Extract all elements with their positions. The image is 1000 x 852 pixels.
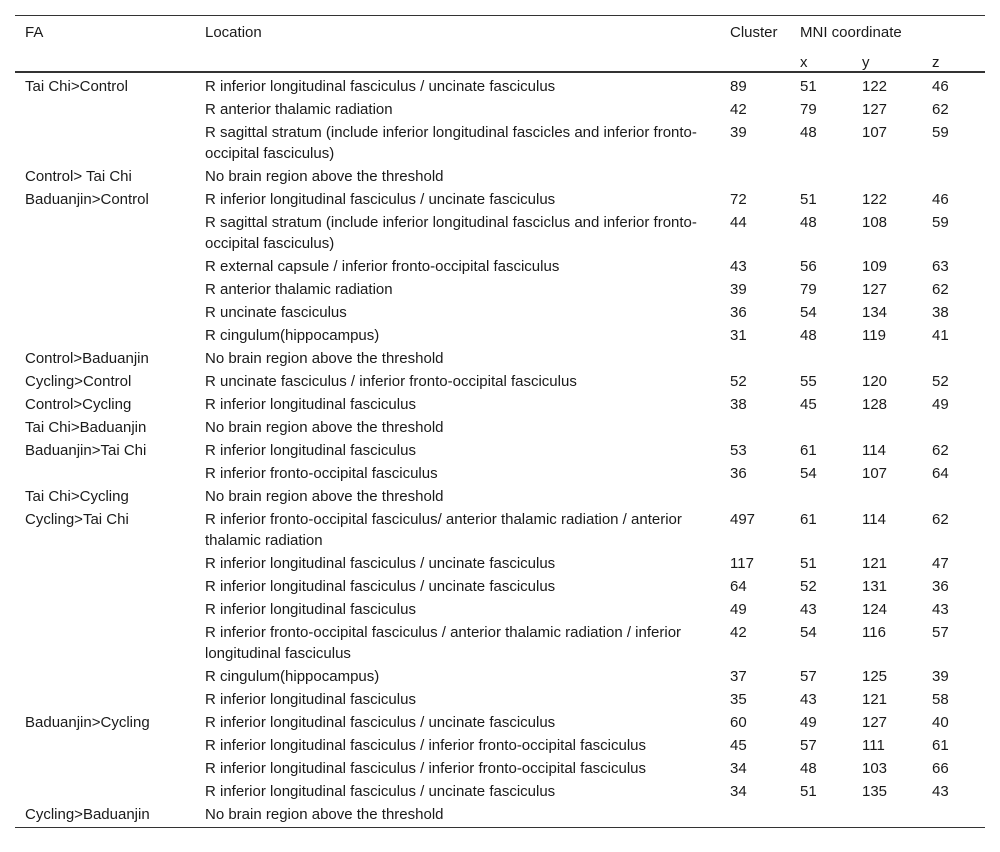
cell-z: 47 [932, 555, 949, 572]
cell-y: 116 [862, 624, 886, 641]
table-row [15, 393, 985, 416]
cell-x: 56 [800, 258, 817, 275]
cell-x [790, 485, 852, 508]
cell-z: 59 [932, 124, 949, 141]
table-header [15, 16, 985, 73]
cell-y: 131 [862, 578, 888, 595]
cell-z: 49 [932, 396, 949, 413]
cell-cluster: 43 [730, 258, 747, 275]
cell-location: R inferior longitudinal fasciculus / uncinate fasciculus [205, 78, 556, 95]
cell-fa [15, 688, 195, 711]
cell-cluster: 34 [730, 783, 747, 800]
cell-x [790, 347, 852, 370]
cell-y: 135 [862, 783, 888, 800]
table-row [15, 211, 985, 255]
table-row [15, 757, 985, 780]
table-row [15, 575, 985, 598]
cell-cluster: 89 [730, 78, 747, 95]
cell-fa: Baduanjin>Tai Chi [25, 442, 147, 459]
cell-location: R inferior longitudinal fasciculus [205, 601, 416, 618]
cell-location: R inferior longitudinal fasciculus [205, 442, 416, 459]
cell-fa: Cycling>Baduanjin [15, 803, 195, 828]
table-row [15, 598, 985, 621]
cell-fa: Baduanjin>Cycling [25, 714, 150, 731]
table-row [15, 98, 985, 121]
cell-z: 39 [932, 668, 949, 685]
cell-y: 103 [862, 760, 888, 777]
cell-fa [15, 324, 195, 347]
cell-y: 128 [862, 396, 888, 413]
cell-y: 121 [862, 555, 888, 572]
cell-z: 40 [932, 714, 949, 731]
cell-cluster: 31 [730, 327, 747, 344]
header-blank [15, 48, 195, 72]
cell-x: 57 [800, 668, 817, 685]
cell-location: R cingulum(hippocampus) [205, 668, 380, 685]
table-row [15, 347, 985, 370]
cell-fa: Cycling>Tai Chi [25, 511, 129, 528]
table-row [15, 485, 985, 508]
cell-z: 59 [932, 214, 949, 231]
cell-y: 111 [862, 737, 885, 754]
cell-fa: Control>Baduanjin [25, 350, 149, 367]
cell-z: 36 [932, 578, 949, 595]
table-row [15, 688, 985, 711]
cell-location: No brain region above the threshold [195, 803, 720, 828]
cell-y: 134 [862, 304, 888, 321]
cell-y [852, 165, 922, 188]
table-row [15, 255, 985, 278]
cell-cluster: 72 [730, 191, 747, 208]
cell-y: 121 [862, 691, 888, 708]
cell-z: 46 [932, 78, 949, 95]
cell-x: 61 [800, 511, 817, 528]
cell-location: R anterior thalamic radiation [205, 101, 393, 118]
cell-location: R uncinate fasciculus [205, 304, 347, 321]
table-row [15, 734, 985, 757]
cell-cluster: 39 [730, 281, 747, 298]
cell-x: 51 [800, 78, 817, 95]
header-row-1 [15, 16, 985, 49]
cell-fa: Tai Chi>Cycling [25, 488, 129, 505]
table-row [15, 188, 985, 211]
header-row-2 [15, 48, 985, 72]
header-blank [720, 48, 790, 72]
header-mni-coordinate: MNI coordinate [790, 16, 985, 49]
cell-location: R inferior longitudinal fasciculus / uncinate fasciculus [205, 555, 556, 572]
cell-y: 122 [862, 191, 888, 208]
cell-z [922, 416, 985, 439]
table-row [15, 121, 985, 165]
cell-x: 54 [800, 624, 817, 641]
cell-y: 120 [862, 373, 888, 390]
cell-z [922, 347, 985, 370]
cell-location: R sagittal stratum (include inferior longitudinal fascicles and inferior fronto-occipital fasciculus) [205, 124, 697, 162]
cell-cluster: 60 [730, 714, 747, 731]
cell-fa: Control> Tai Chi [25, 168, 132, 185]
cell-cluster: 44 [730, 214, 747, 231]
cell-x: 55 [800, 373, 817, 390]
table-row [15, 508, 985, 552]
table-body [15, 72, 985, 828]
cell-location: R anterior thalamic radiation [205, 281, 393, 298]
cell-location: R inferior fronto-occipital fasciculus / anterior thalamic radiation / inferior longitudinal fasciculus [205, 624, 682, 662]
table-row [15, 711, 985, 734]
table-row [15, 552, 985, 575]
cell-location: R inferior fronto-occipital fasciculus [205, 465, 438, 482]
cell-fa [15, 121, 195, 165]
cell-cluster [720, 416, 790, 439]
cell-fa: Baduanjin>Control [25, 191, 149, 208]
cell-cluster: 37 [730, 668, 747, 685]
cell-location: No brain region above the threshold [205, 419, 444, 436]
cell-y: 109 [862, 258, 888, 275]
cell-fa: Control>Cycling [25, 396, 132, 413]
cell-z: 57 [932, 624, 949, 641]
header-y: y [852, 48, 922, 72]
cell-x [790, 416, 852, 439]
cell-cluster [720, 485, 790, 508]
cell-y [852, 416, 922, 439]
cell-cluster: 38 [730, 396, 747, 413]
cell-z: 43 [932, 601, 949, 618]
cell-y: 114 [862, 511, 886, 528]
header-fa: FA [15, 16, 195, 49]
cell-z [922, 165, 985, 188]
header-x: x [790, 48, 852, 72]
table-row [15, 301, 985, 324]
cell-z: 66 [932, 760, 949, 777]
cell-cluster: 52 [730, 373, 747, 390]
cell-x: 48 [800, 124, 817, 141]
cell-fa: Tai Chi>Baduanjin [25, 419, 147, 436]
cell-y: 107 [862, 465, 888, 482]
cell-x: 51 [800, 191, 817, 208]
cell-location: No brain region above the threshold [205, 168, 444, 185]
cell-fa [15, 278, 195, 301]
cell-z: 62 [932, 511, 949, 528]
cell-cluster [720, 347, 790, 370]
header-location: Location [195, 16, 720, 49]
cell-location: R inferior longitudinal fasciculus [205, 691, 416, 708]
cell-location: No brain region above the threshold [205, 488, 444, 505]
cell-y: 114 [862, 442, 886, 459]
cell-cluster: 36 [730, 304, 747, 321]
cell-fa [15, 211, 195, 255]
cell-x: 54 [800, 304, 817, 321]
cell-x [790, 803, 852, 828]
results-table [15, 15, 985, 828]
table-row [15, 462, 985, 485]
cell-y: 107 [862, 124, 888, 141]
cell-x: 51 [800, 555, 817, 572]
cell-location: R inferior longitudinal fasciculus / uncinate fasciculus [205, 578, 556, 595]
cell-fa [15, 98, 195, 121]
cell-fa [15, 621, 195, 665]
cell-x: 48 [800, 327, 817, 344]
cell-y: 127 [862, 281, 888, 298]
table-row [15, 72, 985, 98]
cell-z: 52 [932, 373, 949, 390]
cell-y [852, 803, 922, 828]
cell-z: 43 [932, 783, 949, 800]
cell-location: R cingulum(hippocampus) [205, 327, 380, 344]
cell-cluster: 42 [730, 624, 747, 641]
cell-location: R inferior longitudinal fasciculus [205, 396, 416, 413]
cell-cluster: 39 [730, 124, 747, 141]
cell-cluster [720, 803, 790, 828]
cell-x: 52 [800, 578, 817, 595]
cell-location: R inferior longitudinal fasciculus / inferior fronto-occipital fasciculus [205, 760, 647, 777]
cell-z: 38 [932, 304, 949, 321]
cell-location: R inferior longitudinal fasciculus / uncinate fasciculus [205, 191, 556, 208]
cell-location: R inferior longitudinal fasciculus / uncinate fasciculus [205, 714, 556, 731]
cell-z: 58 [932, 691, 949, 708]
cell-z: 64 [932, 465, 949, 482]
cell-y [852, 347, 922, 370]
cell-x: 61 [800, 442, 817, 459]
cell-cluster: 64 [730, 578, 747, 595]
cell-cluster: 49 [730, 601, 747, 618]
cell-x [790, 165, 852, 188]
cell-z: 62 [932, 442, 949, 459]
cell-z: 63 [932, 258, 949, 275]
header-z: z [922, 48, 985, 72]
cell-x: 57 [800, 737, 817, 754]
table-row [15, 370, 985, 393]
cell-fa [15, 462, 195, 485]
cell-x: 79 [800, 101, 817, 118]
cell-cluster: 36 [730, 465, 747, 482]
cell-z [922, 485, 985, 508]
cell-x: 48 [800, 214, 817, 231]
header-blank [195, 48, 720, 72]
cell-location: R sagittal stratum (include inferior longitudinal fasciclus and inferior fronto-occipital fasciculus) [205, 214, 697, 252]
cell-y: 122 [862, 78, 888, 95]
table-row [15, 439, 985, 462]
cell-cluster: 34 [730, 760, 747, 777]
cell-fa [15, 665, 195, 688]
cell-y: 127 [862, 714, 888, 731]
cell-cluster: 45 [730, 737, 747, 754]
table-row [15, 780, 985, 803]
cell-y: 124 [862, 601, 888, 618]
cell-fa [15, 734, 195, 757]
cell-z: 62 [932, 101, 949, 118]
cell-z [922, 803, 985, 828]
cell-x: 51 [800, 783, 817, 800]
table-row [15, 803, 985, 828]
cell-location: R uncinate fasciculus / inferior fronto-occipital fasciculus [205, 373, 577, 390]
cell-z: 61 [932, 737, 949, 754]
cell-x: 79 [800, 281, 817, 298]
cell-x: 43 [800, 601, 817, 618]
cell-cluster [720, 165, 790, 188]
cell-x: 43 [800, 691, 817, 708]
cell-x: 48 [800, 760, 817, 777]
table-row [15, 165, 985, 188]
table-row [15, 278, 985, 301]
cell-fa [15, 552, 195, 575]
cell-cluster: 117 [730, 555, 754, 572]
cell-x: 49 [800, 714, 817, 731]
cell-location: No brain region above the threshold [205, 350, 444, 367]
cell-x: 54 [800, 465, 817, 482]
cell-fa: Tai Chi>Control [25, 78, 128, 95]
cell-location: R external capsule / inferior fronto-occipital fasciculus [205, 258, 560, 275]
cell-cluster: 497 [730, 511, 756, 528]
cell-z: 41 [932, 327, 949, 344]
cell-y [852, 485, 922, 508]
table-row [15, 324, 985, 347]
table-row [15, 665, 985, 688]
cell-fa [15, 780, 195, 803]
cell-y: 125 [862, 668, 888, 685]
cell-y: 119 [862, 327, 886, 344]
cell-cluster: 35 [730, 691, 747, 708]
table-row [15, 416, 985, 439]
cell-y: 127 [862, 101, 888, 118]
cell-fa: Cycling>Control [25, 373, 132, 390]
cell-fa [15, 255, 195, 278]
cell-z: 62 [932, 281, 949, 298]
cell-fa [15, 301, 195, 324]
cell-cluster: 53 [730, 442, 747, 459]
cell-fa [15, 598, 195, 621]
cell-y: 108 [862, 214, 888, 231]
cell-z: 46 [932, 191, 949, 208]
cell-x: 45 [800, 396, 817, 413]
cell-fa [15, 757, 195, 780]
header-cluster: Cluster [720, 16, 790, 49]
cell-location: R inferior longitudinal fasciculus / inferior fronto-occipital fasciculus [205, 737, 647, 754]
table-row [15, 621, 985, 665]
cell-cluster: 42 [730, 101, 747, 118]
cell-fa [15, 575, 195, 598]
cell-location: R inferior longitudinal fasciculus / uncinate fasciculus [205, 783, 556, 800]
cell-location: R inferior fronto-occipital fasciculus/ anterior thalamic radiation / anterior thalamic radiation [205, 511, 682, 549]
